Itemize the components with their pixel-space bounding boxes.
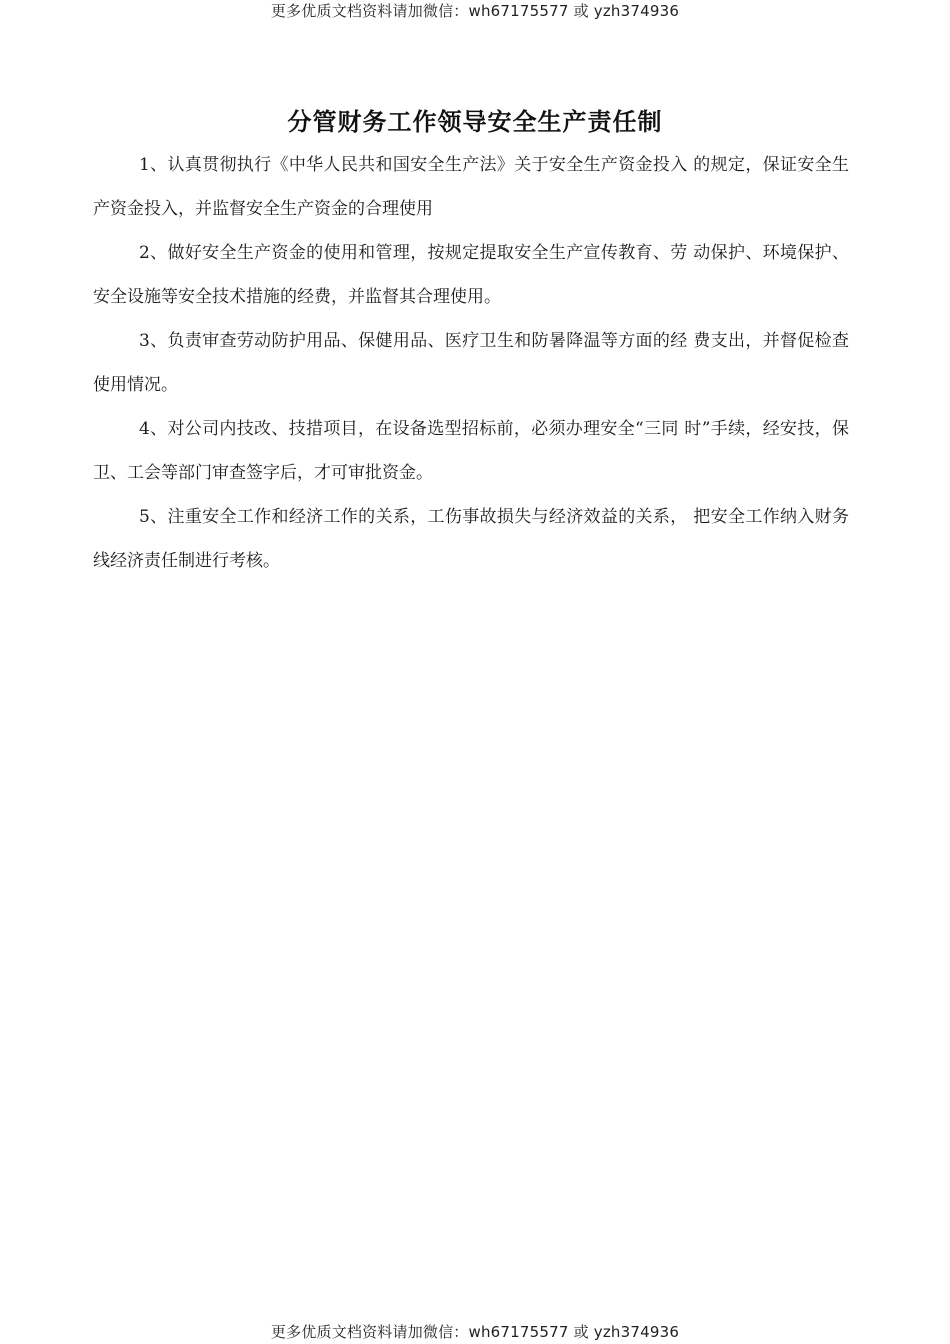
document-body <box>93 143 849 583</box>
header-contact-banner: 更多优质文档资料请加微信：wh67175577 或 yzh374936 <box>270 2 680 20</box>
clause-5: 5、注重安全工作和经济工作的关系，工伤事故损失与经济效益的关系， 把安全工作纳入财务线经济责任制进行考核。 <box>93 507 849 571</box>
footer-contact-banner: 更多优质文档资料请加微信：wh67175577 或 yzh374936 <box>270 1323 680 1341</box>
clause-2: 2、做好安全生产资金的使用和管理，按规定提取安全生产宣传教育、劳 动保护、环境保护、安全设施等安全技术措施的经费，并监督其合理使用。 <box>93 243 849 307</box>
clause-4: 4、对公司内技改、技措项目，在设备选型招标前，必须办理安全“三同 时”手续，经安技，保卫、工会等部门审查签字后，才可审批资金。 <box>93 419 849 483</box>
document-title: 分管财务工作领导安全生产责任制 <box>287 108 663 137</box>
clause-3: 3、负责审查劳动防护用品、保健用品、医疗卫生和防暑降温等方面的经 费支出，并督促检查使用情况。 <box>93 331 849 395</box>
clause-1: 1、认真贯彻执行《中华人民共和国安全生产法》关于安全生产资金投入 的规定，保证安全生产资金投入，并监督安全生产资金的合理使用 <box>93 155 849 219</box>
